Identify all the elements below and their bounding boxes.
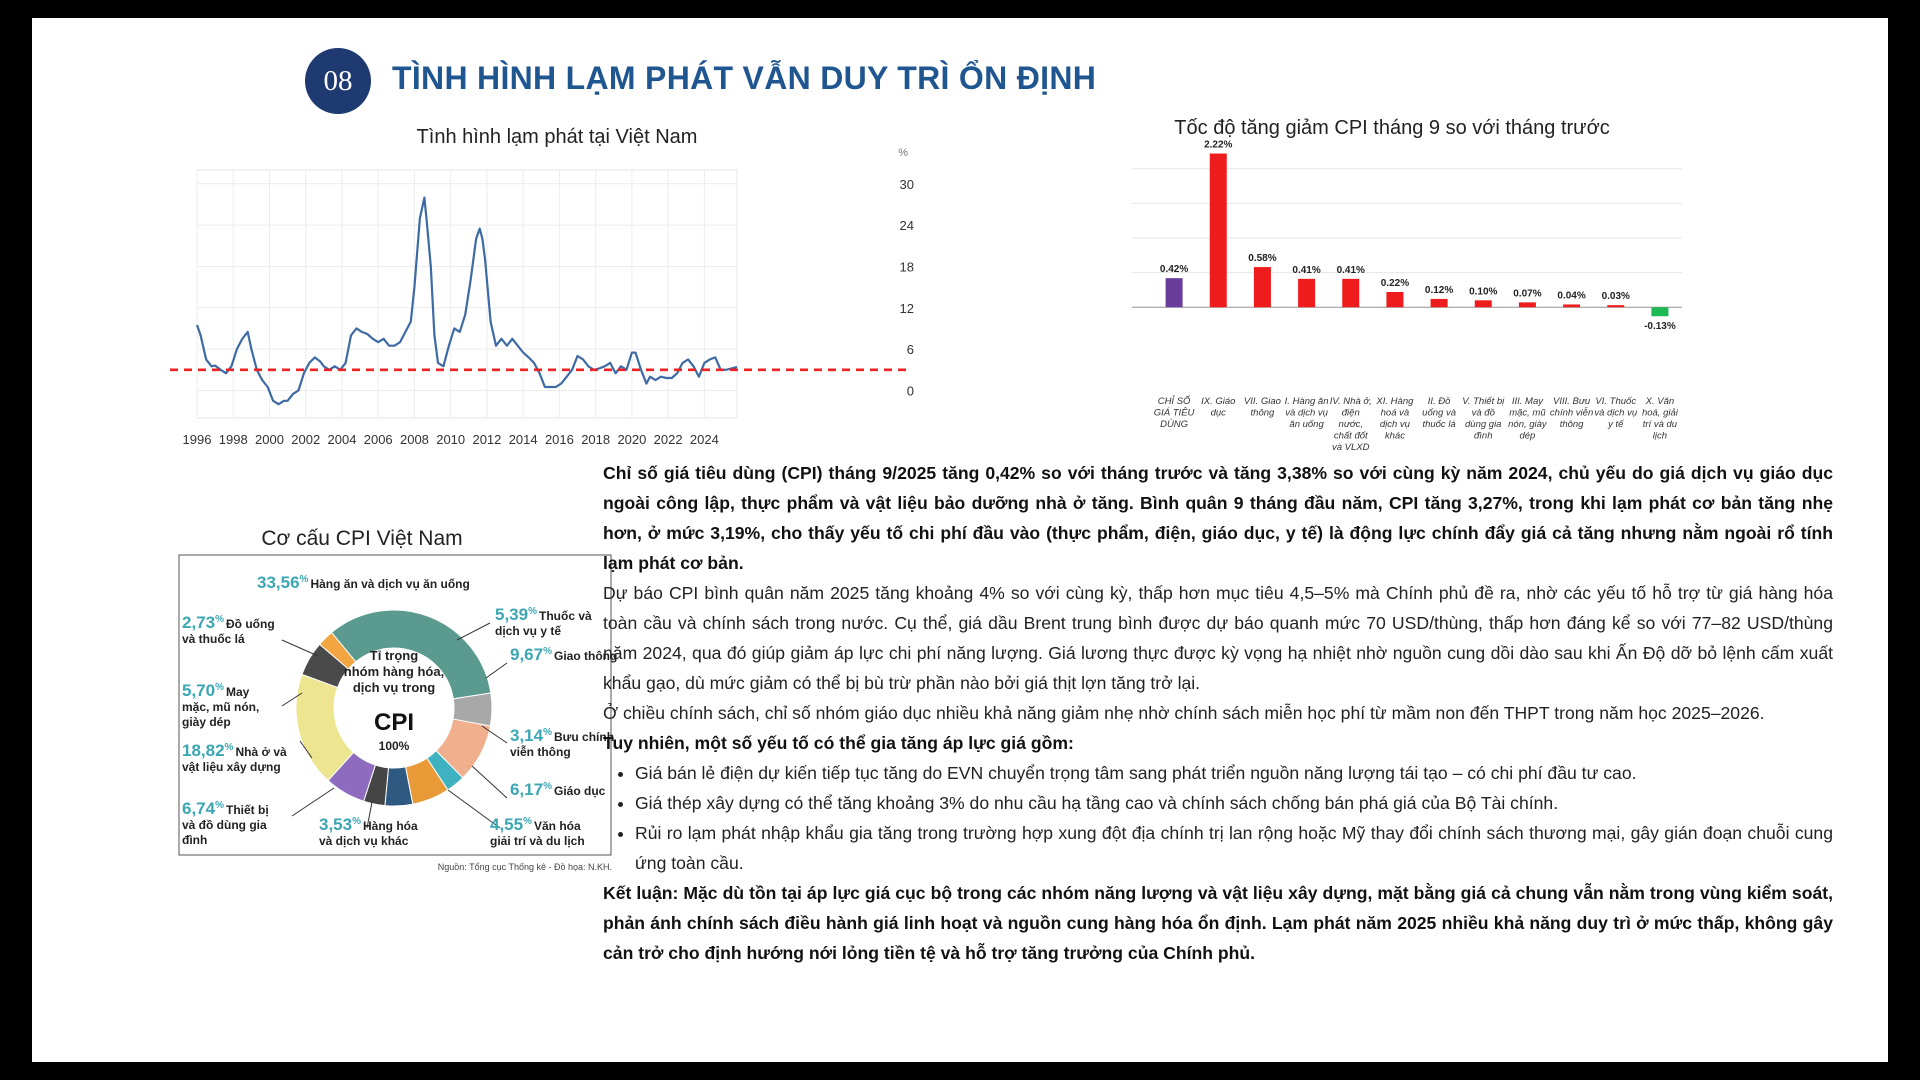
bar-category-line: dịch vụ [1379,419,1410,430]
bar-category-line: ăn uống [1289,419,1324,430]
donut-slice-label [182,741,287,774]
cpi-structure-donut-chart [122,498,622,878]
bar-6 [1431,299,1448,307]
line-chart-x-tick: 2012 [472,432,502,447]
donut-slice-label-line: đình [182,833,208,847]
bar-category-line: X. Văn [1645,396,1675,407]
bar-category-line: y tế [1608,419,1624,430]
bar-value-label: 0.03% [1601,291,1630,303]
risk-list [603,758,1833,878]
donut-slice-percent-sign: % [528,606,537,617]
bar-category-line: CHỈ SỐ [1157,396,1191,407]
bar-value-label: 0.04% [1557,290,1586,302]
bar-category-line: thông [1250,407,1275,419]
bar-category-line: I. Hàng ăn [1284,396,1329,407]
donut-slice-value: 5,39 [495,605,529,624]
bar-value-label: 0.42% [1159,264,1189,276]
bar-category-line: và đồ [1471,407,1495,419]
donut-slice-label-line: dịch vụ y tế [495,624,562,638]
bar-value-label: 0.10% [1469,286,1498,298]
bar-category-label [1508,396,1548,442]
line-chart-y-tick: 18 [899,259,914,275]
bar-category-label [1285,396,1329,430]
bar-category-line: lịch [1652,430,1668,442]
article-paragraph-3: Ở chiều chính sách, chỉ số nhóm giáo dục nhiều khả năng giảm nhẹ nhờ chính sách miễn học phí từ mầm non đến THPT trong năm học 2025–2026. [603,703,1765,723]
donut-center-text: Tỉ trọng [369,648,419,663]
donut-center-cpi: CPI [373,709,415,736]
bar-category-line: III. May [1511,396,1543,407]
donut-slice-label [182,799,269,847]
bar-category-line: IX. Giáo [1201,396,1236,407]
bar-category-line: trí và du [1642,419,1678,430]
line-chart-x-tick: 2010 [436,432,466,447]
donut-leader-line [472,766,507,798]
donut-slice-label-line: viễn thông [510,745,571,759]
bar-category-line: dép [1519,430,1536,442]
donut-slice-label-line: và đồ dùng gia [182,818,267,832]
donut-chart-title: Cơ cấu CPI Việt Nam [261,527,463,550]
bar-10 [1607,305,1624,307]
donut-slice-percent-sign: % [299,574,309,585]
donut-slice-label [510,645,617,664]
line-chart-unit: % [898,147,908,159]
line-chart-title: Tình hình lạm phát tại Việt Nam [416,126,698,148]
donut-slice-percent-sign: % [543,727,552,738]
bar-category-line: VI. Thuốc [1595,396,1637,407]
donut-slice-label-line: và dịch vụ khác [319,834,409,848]
donut-slice-label-line: May [226,685,250,699]
line-chart-x-tick: 2004 [327,432,357,447]
bar-category-label [1244,396,1281,419]
bar-category-label [1594,396,1637,430]
donut-slice-value: 33,56 [257,573,300,592]
donut-slice-value: 4,55 [490,815,524,834]
bar-category-label [1154,395,1195,430]
donut-slice-value: 5,70 [182,681,216,700]
donut-slice-percent-sign: % [543,781,552,792]
bar-category-line: hoá và [1380,407,1410,419]
bar-1 [1210,154,1227,308]
line-chart-y-tick: 30 [899,176,914,192]
donut-slice-label-line: Đồ uống [226,617,275,631]
section-number-badge [305,48,371,114]
bar-0 [1166,278,1183,307]
donut-slice-value: 3,14 [510,726,544,745]
donut-center-total: 100% [378,739,410,753]
article-paragraph-4: Tuy nhiên, một số yếu tố có thể gia tăng áp lực giá gồm: [603,733,1074,753]
donut-slice-percent-sign: % [352,816,361,827]
line-chart-x-tick: 2024 [689,432,719,447]
article-paragraph-1: Chỉ số giá tiêu dùng (CPI) tháng 9/2025 tăng 0,42% so với tháng trước và tăng 3,38% so với cùng kỳ năm 2024, chủ yếu do giá dịch vụ giáo dục ngoài công lập, thực phẩm và vật liệu bảo dưỡng nhà ở tăng. Bình quân 9 tháng đầu năm, CPI tăng 3,27%, trong khi lạm phát cơ bản tăng nhẹ hơn, ở mức 3,19%, cho thấy yếu tố chi phí đầu vào (thực phẩm, điện, giáo dục, y tế) là động lực chính đẩy giá cả tăng nhưng nằm ngoài rổ tính lạm phát cơ bản. [603,463,1833,573]
donut-slice-value: 18,82 [182,741,225,760]
donut-slice-label-line: và thuốc lá [182,632,245,646]
donut-slice-value: 2,73 [182,613,216,632]
bar-category-line: IV. Nhà ở, [1329,396,1372,407]
donut-slice-percent-sign: % [215,614,224,625]
donut-slice-value: 6,17 [510,780,544,799]
donut-slice-percent-sign: % [215,682,224,693]
bar-category-label [1550,396,1593,430]
bar-5 [1386,292,1403,307]
bar-category-line: thuốc lá [1422,419,1456,430]
bar-category-line: chất đốt [1333,430,1368,442]
bar-category-line: dùng gia [1465,419,1502,430]
donut-slice-label [182,681,259,729]
bar-category-label [1201,396,1235,419]
bar-value-label: 0.41% [1336,264,1365,276]
donut-slice-label-line: Hàng ăn và dịch vụ ăn uống [310,577,470,591]
donut-slice-label [510,780,606,799]
line-chart-x-tick: 2022 [653,432,683,447]
article-text [603,458,1833,968]
donut-slice-label-line: Thiết bị [226,803,269,817]
bar-value-label: 0.58% [1248,253,1277,265]
donut-slice-label-line: mặc, mũ nón, [182,700,260,714]
line-chart-x-tick: 1996 [182,432,212,447]
donut-slice-label [257,573,470,592]
risk-item-1: • Giá bán lẻ điện dự kiến tiếp tục tăng do EVN chuyển trọng tâm sang phát triển nguồn năng lượng tái tạo – có chi phí đầu tư cao. [635,758,1833,788]
bar-category-line: nón, giày [1508,419,1547,430]
slide [32,18,1888,1062]
donut-slice-label-line: Giao thông [554,649,618,663]
donut-slice-label-line: Bưu chính [554,730,615,744]
bar-9 [1563,304,1580,307]
bar-category-line: uống và [1422,407,1456,419]
bar-value-label: 0.12% [1424,284,1454,296]
donut-slice-percent-sign: % [215,800,224,811]
line-chart-y-tick: 0 [906,383,914,399]
line-chart-x-tick: 2002 [291,432,321,447]
bar-7 [1475,300,1492,307]
bar-category-line: V. Thiết bị [1462,396,1505,407]
donut-slice-label [182,613,275,646]
bar-category-line: điện [1341,407,1360,419]
bar-category-line: đình [1474,430,1493,442]
risk-item-3: • Rủi ro lạm phát nhập khẩu gia tăng trong trường hợp xung đột địa chính trị lan rộng hoặc Mỹ thay đổi chính sách thương mại, gây gián đoạn chuỗi cung ứng toàn cầu. [635,818,1833,878]
bar-value-label: 2.22% [1204,139,1233,151]
bar-category-line: DÙNG [1160,419,1189,430]
bar-category-line: VII. Giao [1243,396,1281,407]
bar-4 [1342,279,1359,307]
line-chart-y-tick: 6 [906,342,914,358]
donut-leader-line [486,663,507,678]
cpi-monthly-bar-chart [1092,88,1712,453]
bar-3 [1298,279,1315,307]
bar-category-line: II. Đồ [1427,396,1451,407]
bar-category-line: hoá, giải [1641,407,1678,419]
line-chart-x-tick: 2014 [508,432,538,447]
bar-11 [1651,307,1668,316]
bar-value-label: 0.22% [1380,278,1410,289]
bar-value-label: 0.07% [1513,288,1542,300]
donut-slice-label-line: Văn hóa [534,819,581,833]
bar-category-line: khác [1384,430,1405,442]
donut-slice-label [495,605,592,638]
donut-slice-value: 6,74 [182,799,216,818]
donut-slice-label [510,726,614,759]
line-chart-x-tick: 2016 [544,432,574,447]
bar-category-line: thông [1559,419,1584,430]
bar-category-line: GIÁ TIÊU [1153,407,1195,419]
line-chart-y-tick: 24 [899,218,914,234]
line-chart-x-tick: 2000 [255,432,284,447]
donut-slice-label [490,815,585,848]
bar-category-label [1375,396,1414,442]
donut-slice-label-line: giải trí và du lịch [490,834,585,848]
bar-value-label: 0.41% [1292,264,1321,276]
donut-slice-label-line: Giáo dục [554,784,606,798]
donut-leader-line [282,640,318,656]
donut-slice-label-line: giày dép [182,715,231,729]
bar-2 [1254,267,1271,307]
donut-slice-label-line: Hàng hóa [363,819,418,833]
inflation-line-chart [132,108,922,458]
line-chart-x-tick: 2020 [617,432,647,447]
line-chart-x-tick: 2006 [363,432,393,447]
bar-category-line: và dịch vụ [1285,407,1328,419]
bar-category-line: và dịch vụ [1594,407,1638,419]
bar-category-line: dục [1210,407,1226,419]
donut-slice-label-line: Thuốc và [539,609,592,623]
inflation-series-line [197,198,737,405]
line-chart-y-tick: 12 [899,300,914,316]
bar-value-label: -0.13% [1644,321,1676,333]
bar-category-label [1330,396,1372,453]
risk-item-2: • Giá thép xây dựng có thể tăng khoảng 3% do nhu cầu hạ tầng cao và chính sách chống bán phá giá của Bộ Tài chính. [635,788,1833,818]
donut-slice-percent-sign: % [224,742,234,753]
donut-leader-line [292,788,334,816]
article-paragraph-2: Dự báo CPI bình quân năm 2025 tăng khoảng 4% so với cùng kỳ, thấp hơn mục tiêu 4,5–5% mà Chính phủ đề ra, nhờ các yếu tố hỗ trợ từ giá hàng hóa toàn cầu và chính sách trong nước. Cụ thể, giá dầu Brent trung bình được dự báo quanh mức 70 USD/thùng, thấp hơn đáng kể so với 77–82 USD/thùng năm 2024, qua đó giúp giảm áp lực chi phí năng lượng. Giá lương thực được kỳ vọng hạ nhiệt nhờ nguồn cung dồi dào sau khi Ấn Độ dỡ bỏ lệnh cấm xuất khẩu gạo, dù mức giảm có thể bị bù trừ phần nào bởi giá thịt lợn tăng trở lại. [603,583,1833,693]
donut-slice-label [319,815,418,848]
donut-leader-line [457,623,490,640]
donut-slice-percent-sign: % [523,816,532,827]
donut-center-text: dịch vụ trong [352,680,436,695]
donut-slice-value: 9,67 [510,645,544,664]
donut-slice-value: 3,53 [319,815,353,834]
donut-slice-label-line: Nhà ở và [235,745,287,759]
article-conclusion: Kết luận: Mặc dù tồn tại áp lực giá cục bộ trong các nhóm năng lượng và vật liệu xây dựng, mặt bằng giá cả chung vẫn nằm trong vùng kiểm soát, phản ánh chính sách điều hành giá linh hoạt và nguồn cung hàng hóa ổn định. Lạm phát năm 2025 nhiều khả năng duy trì ở mức thấp, không gây cản trở cho định hướng nới lỏng tiền tệ và hỗ trợ tăng trưởng của Chính phủ. [603,883,1833,963]
line-chart-x-tick: 1998 [218,432,248,447]
donut-source-note: Nguồn: Tổng cục Thống kê - Đồ họa: N.KH. [437,862,612,872]
bar-category-line: VIII. Bưu [1552,396,1591,407]
donut-slice-label-line: vật liệu xây dựng [182,760,281,774]
section-number: 08 [323,64,353,97]
donut-slice-percent-sign: % [543,646,552,657]
bar-category-line: nước, [1338,419,1363,430]
bar-category-line: XI. Hàng [1376,396,1414,407]
bar-category-label [1422,396,1456,430]
donut-center-text: nhóm hàng hóa, [343,664,445,679]
bar-8 [1519,302,1536,307]
slide-title: TÌNH HÌNH LẠM PHÁT VẪN DUY TRÌ ỔN ĐỊNH [392,60,1097,96]
bar-chart-title: Tốc độ tăng giảm CPI tháng 9 so với tháng trước [1174,117,1610,139]
line-chart-x-tick: 2008 [399,432,429,447]
bar-category-label [1642,396,1679,442]
bar-category-label [1462,396,1505,442]
line-chart-x-tick: 2018 [581,432,611,447]
bar-category-line: chính viễn [1549,407,1594,419]
bar-category-line: và VLXD [1332,442,1370,453]
bar-category-line: mặc, mũ [1509,407,1546,419]
